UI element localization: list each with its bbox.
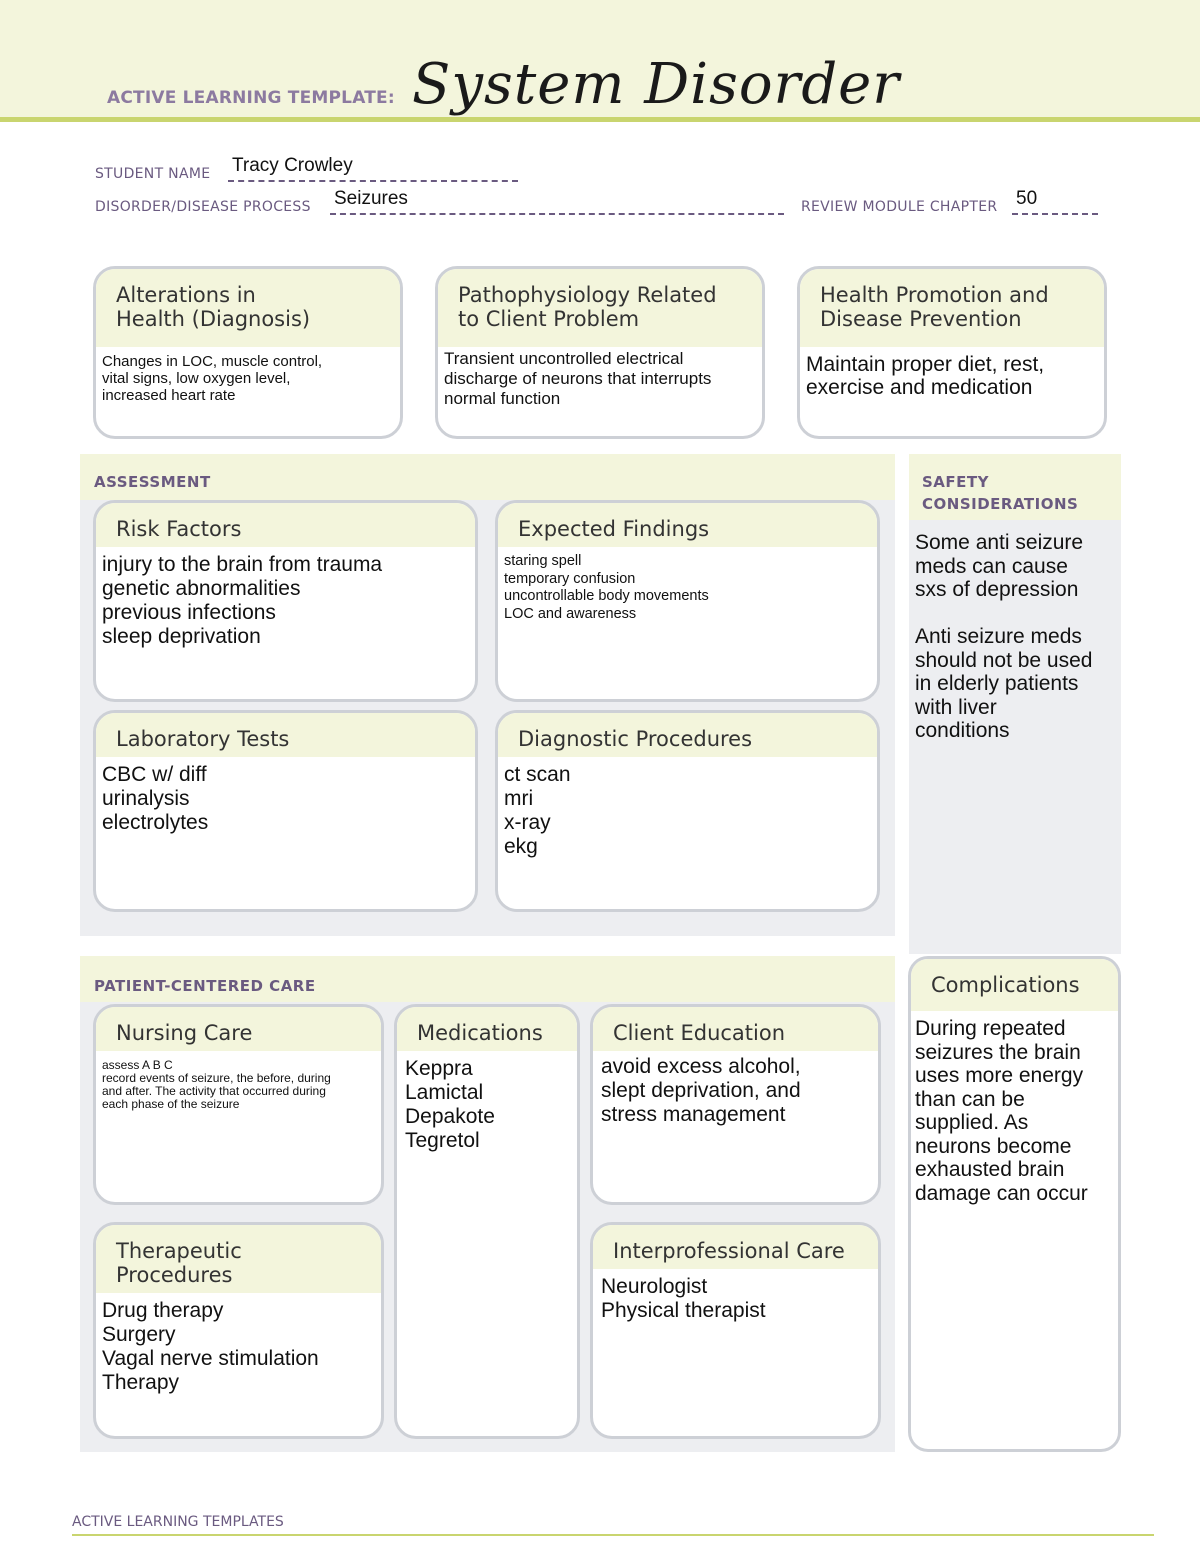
laboratory-tests-title: Laboratory Tests: [96, 713, 475, 757]
medications-card: [394, 1004, 580, 1439]
footer-label: ACTIVE LEARNING TEMPLATES: [72, 1514, 284, 1530]
interprofessional-care-title: Interprofessional Care: [593, 1225, 878, 1269]
chapter-field[interactable]: 50: [1016, 188, 1038, 209]
interprofessional-care-card: [590, 1222, 881, 1439]
laboratory-tests-body[interactable]: CBC w/ diff urinalysis electrolytes: [102, 763, 209, 834]
patient-care-title: PATIENT-CENTERED CARE: [94, 977, 316, 995]
laboratory-tests-card: [93, 710, 478, 912]
diagnostic-procedures-card: [495, 710, 880, 912]
health-promotion-card: [797, 266, 1107, 439]
expected-findings-title: Expected Findings: [498, 503, 877, 547]
alterations-body[interactable]: Changes in LOC, muscle control, vital signs, low oxygen level, increased heart rate: [102, 353, 323, 404]
safety-body[interactable]: Some anti seizure meds can cause sxs of depression Anti seizure meds should not be used in elderly patients with liver conditions: [915, 531, 1093, 742]
assessment-title: ASSESSMENT: [94, 473, 211, 491]
health-promotion-title: Health Promotion and Disease Prevention: [800, 269, 1104, 347]
template-label: ACTIVE LEARNING TEMPLATE:: [107, 88, 395, 108]
nursing-care-card: [93, 1004, 384, 1205]
complications-body[interactable]: During repeated seizures the brain uses more energy than can be supplied. As neurons become exhausted brain damage can occur: [915, 1017, 1088, 1205]
page-title: System Disorder: [412, 52, 901, 117]
interprofessional-care-body[interactable]: Neurologist Physical therapist: [601, 1275, 766, 1322]
expected-findings-card: [495, 500, 880, 702]
health-promotion-body[interactable]: Maintain proper diet, rest, exercise and medication: [806, 353, 1045, 399]
therapeutic-procedures-title: Therapeutic Procedures: [96, 1225, 381, 1293]
safety-title: SAFETY CONSIDERATIONS: [922, 473, 1079, 513]
medications-title: Medications: [397, 1007, 577, 1051]
nursing-care-body[interactable]: assess A B C record events of seizure, the before, during and after. The activity that occurred during each phase of the seizure: [102, 1058, 331, 1111]
expected-findings-body[interactable]: staring spell temporary confusion uncontrollable body movements LOC and awareness: [504, 553, 709, 622]
client-education-body[interactable]: avoid excess alcohol, slept deprivation, and stress management: [601, 1055, 801, 1126]
disorder-label: DISORDER/DISEASE PROCESS: [95, 199, 311, 215]
client-education-card: [590, 1004, 881, 1205]
therapeutic-procedures-body[interactable]: Drug therapy Surgery Vagal nerve stimulation Therapy: [102, 1299, 319, 1394]
diagnostic-procedures-body[interactable]: ct scan mri x-ray ekg: [504, 763, 571, 858]
medications-body[interactable]: Keppra Lamictal Depakote Tegretol: [405, 1057, 495, 1152]
pathophysiology-title: Pathophysiology Related to Client Problem: [438, 269, 762, 347]
pathophysiology-card: [435, 266, 765, 439]
nursing-care-title: Nursing Care: [96, 1007, 381, 1051]
risk-factors-title: Risk Factors: [96, 503, 475, 547]
client-education-title: Client Education: [593, 1007, 878, 1051]
student-name-field[interactable]: Tracy Crowley: [232, 155, 353, 176]
complications-card: [908, 956, 1121, 1452]
risk-factors-body[interactable]: injury to the brain from trauma genetic abnormalities previous infections sleep deprivation: [102, 553, 383, 648]
footer-divider: [72, 1534, 1154, 1536]
chapter-label: REVIEW MODULE CHAPTER: [801, 199, 998, 215]
complications-title: Complications: [911, 959, 1118, 1011]
diagnostic-procedures-title: Diagnostic Procedures: [498, 713, 877, 757]
pathophysiology-body[interactable]: Transient uncontrolled electrical discharge of neurons that interrupts normal function: [444, 349, 712, 408]
student-name-label: STUDENT NAME: [95, 166, 211, 182]
therapeutic-procedures-card: [93, 1222, 384, 1439]
alterations-card: [93, 266, 403, 439]
disorder-field[interactable]: Seizures: [334, 188, 408, 209]
alterations-title: Alterations in Health (Diagnosis): [96, 269, 400, 347]
risk-factors-card: [93, 500, 478, 702]
